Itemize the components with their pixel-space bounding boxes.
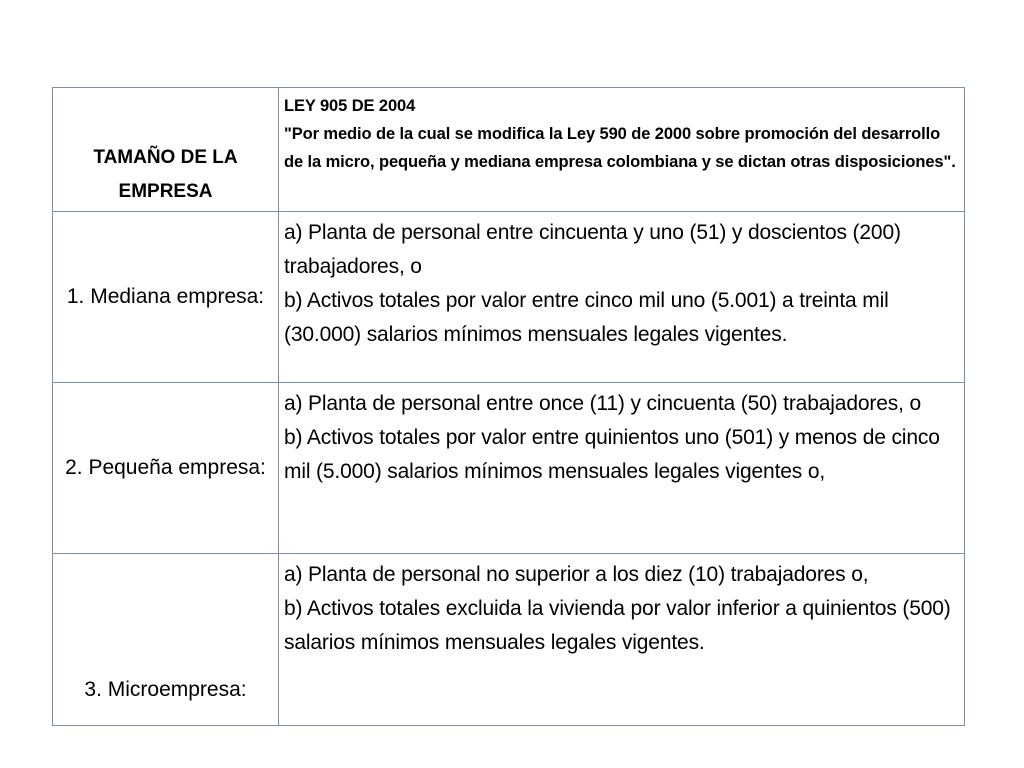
header-size-label: TAMAÑO DE LA EMPRESA bbox=[93, 147, 238, 202]
criteria-cell-small bbox=[279, 383, 965, 554]
size-label-small: 2. Pequeña empresa: bbox=[65, 456, 266, 479]
criterion-b-medium: b) Activos totales por valor entre cinco mil uno (5.001) a treinta mil (30.000) salarios mínimos mensuales legales vigentes. bbox=[284, 289, 889, 346]
business-size-table bbox=[52, 87, 965, 726]
table-row bbox=[53, 554, 965, 726]
criteria-cell-micro bbox=[279, 554, 965, 726]
criterion-a-small: a) Planta de personal entre once (11) y cincuenta (50) trabajadores, o bbox=[284, 392, 921, 415]
size-cell-micro bbox=[53, 554, 279, 726]
size-cell-medium bbox=[53, 212, 279, 383]
size-cell-small bbox=[53, 383, 279, 554]
law-description: "Por medio de la cual se modifica la Ley 590 de 2000 sobre promoción del desarrollo de la micro, pequeña y mediana empresa colombiana y se dictan otras disposiciones". bbox=[284, 125, 956, 171]
criterion-a-medium: a) Planta de personal entre cincuenta y uno (51) y doscientos (200) trabajadores, o bbox=[284, 221, 901, 278]
criterion-b-small: b) Activos totales por valor entre quinientos uno (501) y menos de cinco mil (5.000) salarios mínimos mensuales legales vigentes o, bbox=[284, 426, 940, 483]
size-label-micro: 3. Microempresa: bbox=[84, 678, 247, 701]
table-header-row bbox=[53, 88, 965, 212]
table-row bbox=[53, 212, 965, 383]
criteria-cell-medium bbox=[279, 212, 965, 383]
criterion-a-micro: a) Planta de personal no superior a los diez (10) trabajadores o, bbox=[284, 563, 869, 586]
header-law-cell bbox=[279, 88, 965, 212]
header-size-cell bbox=[53, 88, 279, 212]
criterion-b-micro: b) Activos totales excluida la vivienda por valor inferior a quinientos (500) salarios mínimos mensuales legales vigentes. bbox=[284, 597, 951, 654]
size-label-medium: 1. Mediana empresa: bbox=[66, 285, 265, 308]
table-row bbox=[53, 383, 965, 554]
law-title: LEY 905 DE 2004 bbox=[284, 97, 416, 115]
